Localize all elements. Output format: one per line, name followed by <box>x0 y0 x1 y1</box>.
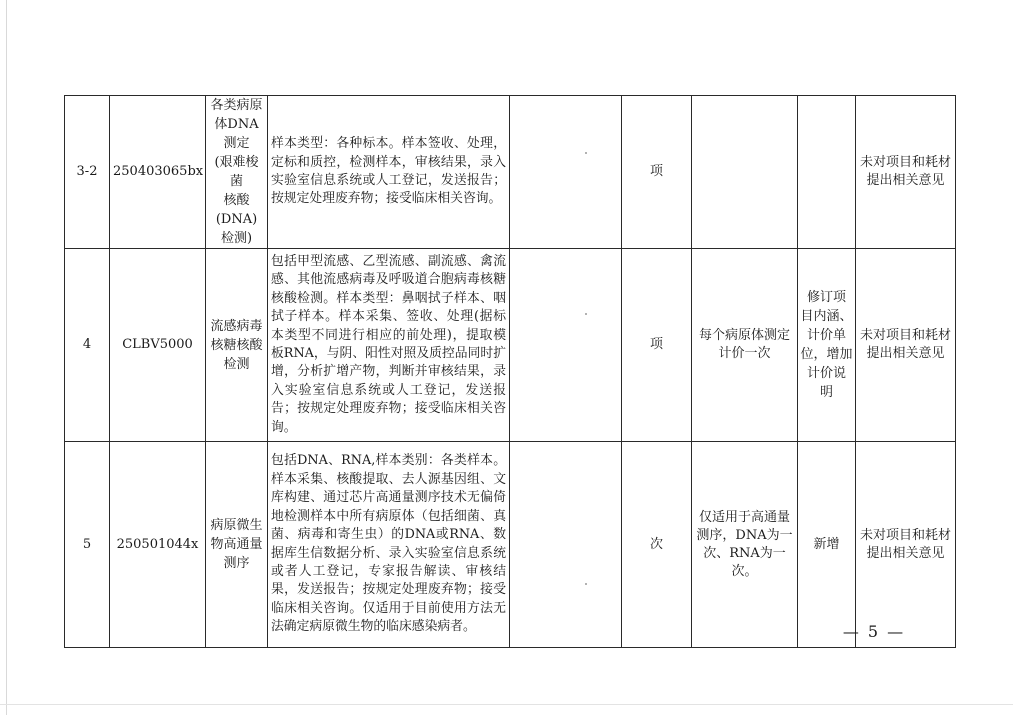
item-unit: 项 <box>622 96 692 249</box>
item-name-line: 检测) <box>220 231 253 246</box>
item-change <box>798 442 856 648</box>
item-exclusions <box>510 96 622 249</box>
page-number: — 5 — <box>842 622 906 641</box>
item-number: 5 <box>65 442 110 648</box>
item-opinion: 未对项目和耗材提出相关意见 <box>856 442 956 648</box>
item-exclusions <box>510 442 622 648</box>
item-name-line: 流感病毒 <box>210 318 263 334</box>
item-name-line: 体DNA测定 <box>214 117 259 151</box>
table-row <box>65 96 956 249</box>
item-content: 包括甲型流感、乙型流感、副流感、禽流感、其他流感病毒及呼吸道合胞病毒核糖核酸检测。样本类型：鼻咽拭子样本、咽拭子样本。样本采集、签收、处理(据标本类型不同进行相应的前处理)，提取模板RNA，与阴、阳性对照及质控品同时扩增，分析扩增产物，判断并审核结果，录入实验室信息系统或人工登记，发送报告；按规定处理废弃物；接受临床相关咨询。 <box>268 249 510 442</box>
page-edge-left <box>6 0 7 715</box>
item-code: 250501044x <box>110 442 206 648</box>
item-name-line: 各类病原 <box>210 98 263 113</box>
item-change-line: 明 <box>819 385 833 400</box>
item-number: 4 <box>65 249 110 442</box>
item-change-line: 位，增加 <box>800 347 853 362</box>
item-name <box>206 96 268 249</box>
item-change <box>798 249 856 442</box>
item-name <box>206 442 268 648</box>
item-unit: 项 <box>622 249 692 442</box>
item-change-line: 计价单 <box>806 328 846 343</box>
item-name-line: 测序 <box>223 556 250 571</box>
item-pricing-note: 仅适用于高通量测序，DNA为一次、RNA为一次。 <box>692 442 798 648</box>
page-edge-bottom <box>0 704 1013 705</box>
item-name-line: 检测 <box>223 356 250 372</box>
item-pricing-note <box>692 96 798 249</box>
item-unit: 次 <box>622 442 692 648</box>
item-pricing-note: 每个病原体测定计价一次 <box>692 249 798 442</box>
item-exclusions <box>510 249 622 442</box>
item-name-line: 病原微生 <box>210 518 263 533</box>
item-opinion: 未对项目和耗材提出相关意见 <box>856 249 956 442</box>
item-name-line: 核酸(DNA) <box>215 193 258 227</box>
scan-speck <box>585 583 587 585</box>
item-name <box>206 249 268 442</box>
item-change <box>798 96 856 249</box>
item-code: CLBV5000 <box>110 249 206 442</box>
item-name-line: (艰难梭菌 <box>214 155 259 189</box>
table-row <box>65 442 956 648</box>
item-change-line: 目内涵、 <box>800 309 853 324</box>
item-name-line: 物高通量 <box>210 537 263 552</box>
item-change-line: 新增 <box>813 536 840 552</box>
scan-speck <box>585 313 587 315</box>
item-content: 样本类型：各种标本。样本签收、处理，定标和质控，检测样本，审核结果，录入实验室信息系统或人工登记，发送报告；按规定处理废弃物；接受临床相关咨询。 <box>268 96 510 249</box>
item-code: 250403065bx <box>110 96 206 249</box>
item-content: 包括DNA、RNA,样本类别：各类样本。样本采集、核酸提取、去人源基因组、文库构建、通过芯片高通量测序技术无偏倚地检测样本中所有病原体（包括细菌、真菌、病毒和寄生虫）的DNA或RNA、数据库生信数据分析、录入实验室信息系统或者人工登记，专家报告解读、审核结果，发送报告；按规定处理废弃物；接受临床相关咨询。仅适用于目前使用方法无法确定病原微生物的临床感染病者。 <box>268 442 510 648</box>
item-change-line: 修订项 <box>806 290 846 305</box>
item-change-line: 计价说 <box>806 366 846 381</box>
item-name-line: 核糖核酸 <box>210 337 263 353</box>
scan-speck <box>585 152 587 154</box>
fee-items-table <box>64 95 956 648</box>
table-row <box>65 249 956 442</box>
item-opinion: 未对项目和耗材提出相关意见 <box>856 96 956 249</box>
item-number: 3-2 <box>65 96 110 249</box>
